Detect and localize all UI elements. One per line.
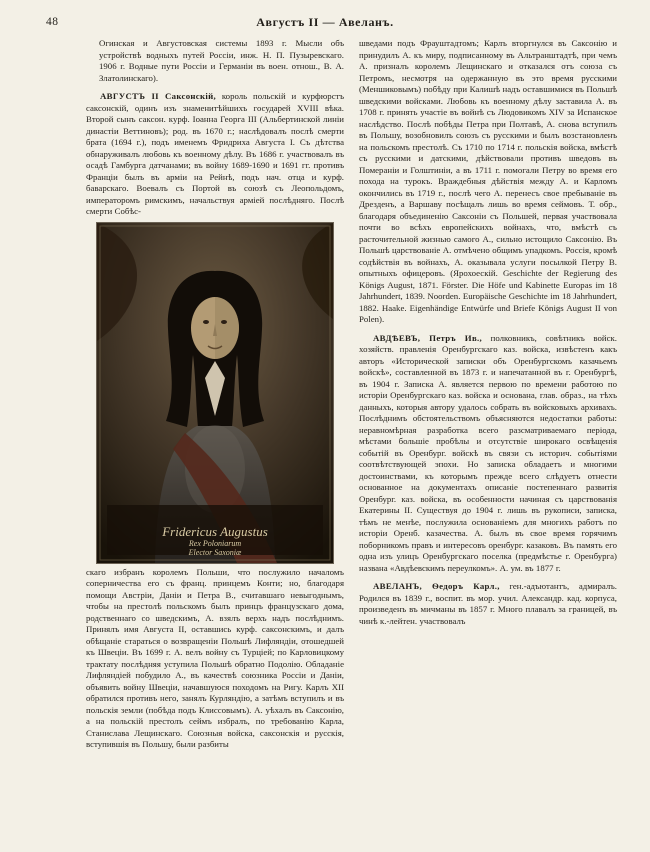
caption-plaque bbox=[107, 505, 323, 555]
article-avdeev-text: полковникъ, совѣтникъ войск. хозяйств. правленія Оренбургскаго каз. войска, извѣстенъ какъ авторъ «Исторической записки объ Оренбургскомъ казачьемъ войскѣ», составленной въ 1873 г. и напечатанной въ г. Оренбургѣ, въ 1904 г. Записка А. является первою по времени работою по исторіи Оренбургскаго каз. войска и основана, глав. образ., на тѣхъ данныхъ, которыя автору удалось собрать въ войсковыхъ архивахъ. Послѣднимъ обстоятельствомъ объясняются недостатки работы: неравномѣрная разработка всего разсматриваемаго періода, мѣстами большіе пробѣлы и отсутствіе широкаго освѣщенія событій въ Оренбург. войскѣ въ связи съ историч. событіями соотвѣтствующей эпохи. Но записка обладаетъ и многими достоинствами, къ которымъ прежде всего слѣдуетъ отнести основанное на документахъ описаніе постепеннаго развитія Оренбург. каз. войска, въ особенности начиная съ царствованія Екатерины II. Существуя до 1904 г. лишь въ рукописи, записка, тѣмъ не менѣе, послужила основаніемъ для многихъ работъ по исторіи Оренб. казачества. А. былъ въ свое время горячимъ поборникомъ правъ и интересовъ оренбург. казаковъ. Въ память его одна изъ улицъ Оренбургскаго поселка (предмѣстье г. Оренбурга) названа «Авдѣевскимъ переулкомъ». А. ум. въ 1877 г. bbox=[359, 332, 617, 573]
article-avelan-text: ген.-адъютантъ, адмиралъ. Родился въ 1839 г., воспит. въ мор. учил. Александр. кад. корпуса, произведенъ въ мичманы въ 1857 г. Много плавалъ за границей, въ чинѣ к.-лейтен. участвовалъ bbox=[359, 581, 617, 626]
bibliography-tail: Огинская и Августовская системы 1893 г. Мысли объ устройствѣ водныхъ путей Россіи, инж. Н. П. Пузыревскаго. 1906 г. Водные пути Россіи и Германіи въ воен. отнош., В. А. Златолинскаго). bbox=[99, 38, 344, 83]
article-august-text-top: король польскій и курфюрстъ саксонскій, одинъ изъ знаменитѣйшихъ государей XVIII вѣка. Второй сынъ саксон. курф. Іоанна Георга III (Альбертинской линіи династіи Веттиновъ); род. въ 1670 г.; наслѣдовалъ послѣ смерти брата (1694 г.), подъ именемъ Фридриха Августа I. Съ дѣтства обнаруживалъ любовь къ военному дѣлу. Въ 1686 г. участвовалъ въ осадѣ Гамбурга датчанами; въ войну 1689-1690 и 1691 гг. противъ Франціи былъ въ арміи на Рейнѣ, подъ нач. отца и курф. баварскаго. Воевалъ съ Портой въ союзѣ съ Леопольдомъ, императоромъ римскимъ, начальствуя арміей послѣдняго. Послѣ смерти Собѣс- bbox=[86, 91, 344, 216]
portrait-engraving bbox=[97, 223, 333, 563]
article-august-heading: АВГУСТЪ II Саксонскій, bbox=[100, 91, 216, 101]
article-august-text-below: скаго избранъ королемъ Польши, что послужило началомъ соперничества его съ франц. принцемъ Конти; но, благодаря помощи Австріи, Даніи и Петра В., считавшаго невыгоднымъ, чтобы на престолѣ польскомъ былъ принцъ французскаго дома, родственнаго со шведскимъ, А. взялъ верхъ надъ послѣднимъ. Принялъ имя Августа II, оставшись курф. саксонскимъ, и далъ обѣщаніе стараться о возвращеніи Польшѣ Лифляндіи, отошедшей къ Швеціи. Въ 1699 г. А. велъ войну съ Турціей; по Карловицкому трактату послѣдняя уступила Польшѣ обратно Подолію. Обладаніе Лифляндіей побудило А., въ качествѣ союзника Россіи и Даніи, объявить войну Швеціи, начавшуюся походомъ на Ригу. Карлъ XII обратился противъ него, занялъ Курляндію, а затѣмъ вступилъ и въ польскія земли (побѣда подъ Клиссовымъ). А. уѣхалъ въ Саксонію, а на польскій престолъ сеймъ избралъ, по требованію Карла, Станислава Лещинскаго. Союзныя войска, саксонскія и русскія, вступившія въ Польшу, были разбиты bbox=[86, 566, 344, 749]
right-column bbox=[359, 38, 617, 838]
running-title: Августъ II — Авеланъ. bbox=[256, 15, 394, 29]
article-avdeev bbox=[359, 333, 617, 575]
portrait-figure bbox=[96, 222, 334, 564]
page-number: 48 bbox=[46, 16, 59, 28]
article-august-continuation: шведами подъ Фрауштадтомъ; Карлъ вторгнулся въ Саксонію и принудилъ А. къ миру, подписанному въ Альтранштадтѣ, при чемъ А. призналъ королемъ Лещинскаго и отказался отъ союза съ Петромъ, несмотря на одержанную въ это время русскими (Меншиковымъ) побѣду при Калишѣ надъ оставшимися въ Польшѣ шведскими войсками. Любовь къ военному дѣлу заставила А. въ 1708 г. принять участіе въ войнѣ съ Людовикомъ XIV за Испанское наслѣдство. Послѣ побѣды Петра при Полтавѣ, А. снова вступилъ въ Польшу, возобновилъ союзъ съ русскими и былъ возстановленъ на польскомъ престолѣ. Съ 1710 по 1714 г. польскія войска, вмѣстѣ съ русскими и датскими, дѣйствовали противъ шведовъ въ Помераніи и Голштиніи, а въ 1711 г. помогали Петру во время его похода на турокъ. Враждебныя дѣйствія между А. и Карломъ окончились въ 1719 г., послѣ чего А. перенесъ свое пребываніе въ Дрезденъ, а Варшаву посѣщалъ лишь во время сеймовъ. Т. обр., благодаря объединенію Саксоніи съ Польшей, первая участвовала почти во всѣхъ европейскихъ войнахъ, что, вмѣстѣ съ расточительной жизнью самого А., сильно истощило Саксонію. Въ Польшѣ царствованіе А. отмѣчено общимъ упадкомъ. Россія, кромѣ содѣйствія въ войнахъ, А. оказывала услуги посылкой Петру В. опытныхъ офицеровъ. (Ярохоескій. Geschichte der Regierung des Königs August, 1871. Förster. Die Höfe und Kabinette Europas im 18 Jahrhundert, 1839. Noorden. Europäische Geschichte im 18 Jahrhundert, 1882. Haake. Eigenhändige Entwürfe und Briefe Königs August II von Polen). bbox=[359, 38, 617, 324]
article-avelan-heading: АВЕЛАНЪ, Ѳедоръ Карл., bbox=[373, 581, 500, 591]
article-avelan bbox=[359, 581, 617, 627]
article-august bbox=[86, 91, 344, 218]
left-column bbox=[86, 38, 344, 838]
portrait-caption-line3: Elector Saxoniæ bbox=[188, 547, 242, 557]
article-avdeev-heading: АВДѢЕВЪ, Петръ Ив., bbox=[373, 332, 483, 343]
portrait-caption-line1: Fridericus Augustus bbox=[162, 523, 268, 539]
text-columns bbox=[0, 34, 650, 838]
portrait-caption-line2: Rex Poloniarum bbox=[188, 538, 242, 548]
page-header bbox=[0, 0, 650, 34]
